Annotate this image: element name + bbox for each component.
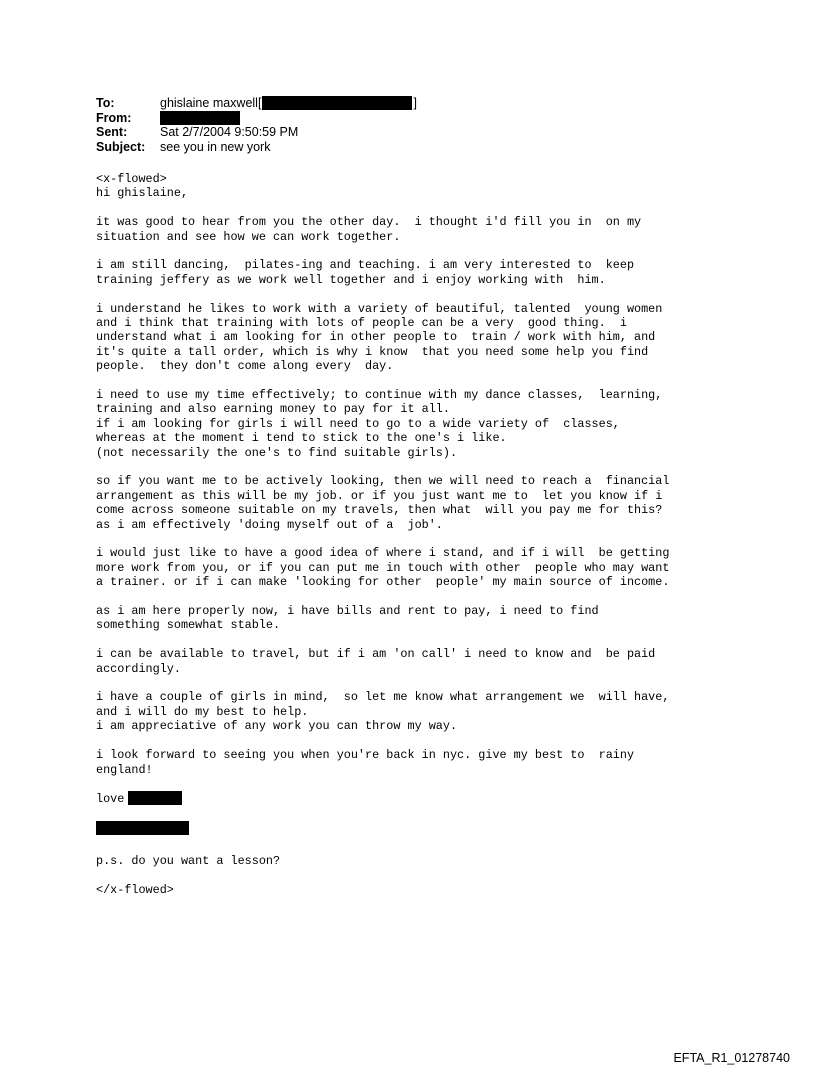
- sent-row: [96, 125, 417, 140]
- postscript: p.s. do you want a lesson?: [96, 853, 281, 868]
- love-text: love: [96, 792, 125, 807]
- redaction-bar: [128, 791, 182, 805]
- redaction-bar: [160, 111, 240, 125]
- signature: [96, 821, 776, 839]
- subject-row: [96, 140, 417, 155]
- to-label: To:: [96, 96, 115, 110]
- to-value: [160, 96, 417, 111]
- to-name: ghislaine maxwell[: [160, 96, 262, 110]
- email-body: [96, 172, 776, 911]
- paragraph: it was good to hear from you the other day. i thought i'd fill you in on my situation and see how we can work together.: [96, 215, 642, 244]
- from-label: From:: [96, 110, 132, 125]
- close-tag: </x-flowed>: [96, 882, 174, 897]
- sign-off: [96, 791, 776, 806]
- greeting: hi ghislaine,: [96, 186, 189, 201]
- open-tag: <x-flowed>: [96, 172, 167, 186]
- redaction-bar: [96, 821, 189, 835]
- sent-value: Sat 2/7/2004 9:50:59 PM: [160, 125, 299, 139]
- sent-label: Sent:: [96, 125, 128, 139]
- paragraph: as i am here properly now, i have bills and rent to pay, i need to find something somewhat stable.: [96, 604, 599, 633]
- from-value: [160, 111, 240, 125]
- to-bracket: ]: [413, 96, 417, 110]
- redaction-bar: [262, 96, 412, 110]
- paragraph: i can be available to travel, but if i am 'on call' i need to know and be paid accordingly.: [96, 647, 656, 676]
- email-header: [96, 96, 417, 154]
- paragraph: so if you want me to be actively looking, then we will need to reach a financial arrangement as this will be my job. or if you just want me to let you know if i come across someone suitable on my travels, then what will you pay me for this? as i am effectively 'doing myself out of a job'.: [96, 474, 670, 532]
- subject-label: Subject:: [96, 139, 146, 154]
- paragraph: i look forward to seeing you when you're back in nyc. give my best to rainy england!: [96, 748, 635, 777]
- paragraph: i am still dancing, pilates-ing and teaching. i am very interested to keep training jeffery as we work well together and i enjoy working with him.: [96, 258, 635, 287]
- subject-value: see you in new york: [160, 139, 271, 154]
- document-id: EFTA_R1_01278740: [673, 1051, 790, 1065]
- paragraph: i would just like to have a good idea of where i stand, and if i will be getting more work from you, or if you can put me in touch with other people who may want a trainer. or if i can make 'looking for other people' my main source of income.: [96, 546, 670, 590]
- paragraph: i understand he likes to work with a variety of beautiful, talented young women and i think that training with lots of people can be a very good thing. i understand what i am looking for in other people to train / work with him, and it's quite a tall order, which is why i know that you need some help you find people. they don't come along every day.: [96, 301, 663, 374]
- from-row: [96, 111, 417, 126]
- paragraph: i have a couple of girls in mind, so let me know what arrangement we will have, and i will do my best to help. i am appreciative of any work you can throw my way.: [96, 690, 670, 734]
- paragraph: i need to use my time effectively; to continue with my dance classes, learning, training and also earning money to pay for it all. if i am looking for girls i will need to go to a wide variety of classes, whereas at the moment i tend to stick to the one's i like. (not necessarily the one's to find suitable girls).: [96, 388, 663, 460]
- to-row: [96, 96, 417, 111]
- body-intro: [96, 172, 776, 201]
